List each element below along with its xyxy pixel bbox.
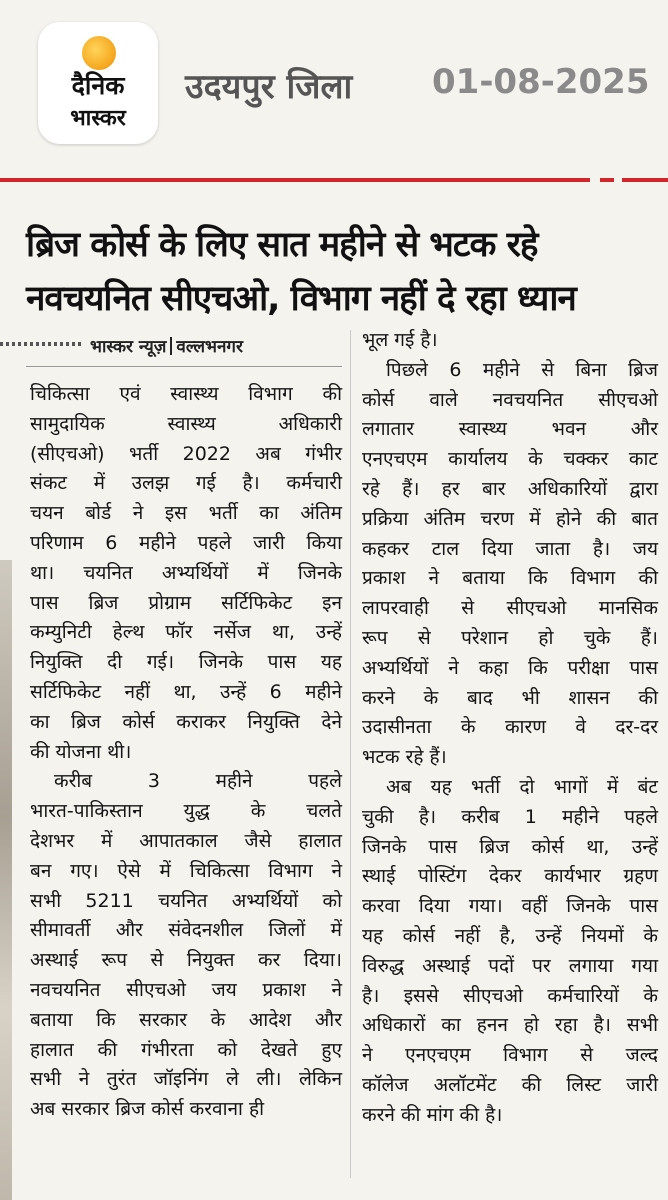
article-line: बन गए। ऐसे में चिकित्सा विभाग ने bbox=[30, 859, 342, 882]
byline bbox=[90, 334, 243, 357]
article-line: विरुद्ध अस्थाई पदों पर लगाया गया bbox=[362, 954, 658, 977]
edition-date: 01-08-2025 bbox=[432, 62, 650, 102]
article-line: स्थाई पोस्टिंग देकर कार्यभार ग्रहण bbox=[362, 865, 658, 888]
article-line: जिनके पास ब्रिज कोर्स था, उन्हें bbox=[362, 835, 658, 858]
article-line: (सीएचओ) भर्ती 2022 अब गंभीर bbox=[30, 442, 342, 465]
article-line: का ब्रिज कोर्स कराकर नियुक्ति देने bbox=[30, 710, 342, 733]
article-line: करने के बाद भी शासन की bbox=[362, 686, 658, 709]
article-line: भूल गई है। bbox=[362, 329, 438, 351]
article-line: अस्थाई रूप से नियुक्त कर दिया। bbox=[30, 949, 342, 972]
headline bbox=[26, 218, 646, 326]
article-line: प्रक्रिया अंतिम चरण में होने की बात bbox=[362, 507, 658, 530]
article-line: देशभर में आपातकाल जैसे हालात bbox=[30, 829, 342, 852]
article-line: अब सरकार ब्रिज कोर्स करवाना ही bbox=[30, 1098, 265, 1121]
article-column-left bbox=[30, 380, 342, 1125]
article-line: करवा दिया गया। वहीं जिनके पास bbox=[362, 895, 658, 918]
byline-place: वल्लभनगर bbox=[176, 337, 243, 357]
header-rule-end bbox=[622, 178, 668, 182]
article-column-right bbox=[362, 326, 658, 1131]
article-line: संकट में उलझ गई है। कर्मचारी bbox=[30, 472, 342, 495]
article-line: कम्युनिटी हेल्थ फॉर नर्सेज था, उन्हें bbox=[30, 621, 342, 644]
article-line: की योजना थी। bbox=[30, 740, 132, 763]
dainik-bhaskar-logo bbox=[38, 22, 158, 144]
article-line: कॉलेज अलॉटमेंट की लिस्ट जारी bbox=[362, 1073, 658, 1096]
byline-separator bbox=[170, 337, 172, 355]
newspaper-header bbox=[0, 0, 668, 190]
column-divider bbox=[350, 330, 351, 1178]
article-line: पास ब्रिज प्रोग्राम सर्टिफिकेट इन bbox=[30, 591, 342, 614]
article-line: करने की मांग की है। bbox=[362, 1103, 503, 1126]
article-line: परिणाम 6 महीने पहले जारी किया bbox=[30, 531, 342, 554]
article-line: प्रकाश ने बताया कि विभाग की bbox=[362, 567, 658, 590]
background-edge bbox=[0, 560, 12, 1200]
article-line: उदासीनता के कारण वे दर-दर bbox=[362, 716, 658, 739]
article-line: लापरवाही से सीएचओ मानसिक bbox=[362, 597, 658, 620]
headline-line1: ब्रिज कोर्स के लिए सात महीने से भटक रहे bbox=[26, 225, 538, 265]
article-line: सभी 5211 चयनित अभ्यर्थियों को bbox=[30, 889, 342, 912]
article-line: भटक रहे हैं। bbox=[362, 746, 447, 769]
article-line: हालात की गंभीरता को देखते हुए bbox=[30, 1038, 342, 1061]
article-line: कहकर टाल दिया जाता है। जय bbox=[362, 537, 658, 560]
article-line: अब यह भर्ती दो भागों में बंट bbox=[386, 775, 658, 798]
headline-line2: नवचयनित सीएचओ, विभाग नहीं दे रहा ध्यान bbox=[26, 279, 576, 319]
article-line: है। इससे सीएचओ कर्मचारियों के bbox=[362, 984, 658, 1007]
article-line: चयन बोर्ड ने इस भर्ती का अंतिम bbox=[30, 502, 342, 525]
article-line: चिकित्सा एवं स्वास्थ्य विभाग की bbox=[30, 383, 342, 405]
article-line: रहे हैं। हर बार अधिकारियों द्वारा bbox=[362, 477, 658, 500]
article-line: अभ्यर्थियों ने कहा कि परीक्षा पास bbox=[362, 656, 658, 679]
article-line: सभी ने तुरंत जॉइनिंग ले ली। लेकिन bbox=[30, 1068, 342, 1091]
article-line: एनएचएम कार्यालय के चक्कर काट bbox=[362, 448, 658, 471]
article-line: यह कोर्स नहीं है, उन्हें नियमों के bbox=[362, 924, 658, 947]
article-line: पिछले 6 महीने से बिना ब्रिज bbox=[386, 358, 658, 381]
article-line: चुकी है। करीब 1 महीने पहले bbox=[362, 805, 658, 828]
article-line: ने एनएचएम विभाग से जल्द bbox=[362, 1044, 658, 1067]
logo-text-line2: भास्कर bbox=[70, 106, 126, 131]
header-rule-dash bbox=[600, 178, 614, 182]
byline-dotted-rule bbox=[0, 342, 84, 346]
article-line: था। चयनित अभ्यर्थियों में जिनके bbox=[30, 561, 342, 584]
article-line: रूप से परेशान हो चुके हैं। bbox=[362, 626, 658, 649]
column-top-rule bbox=[26, 366, 342, 367]
article-line: सर्टिफिकेट नहीं था, उन्हें 6 महीने bbox=[30, 680, 342, 703]
article-line: सामुदायिक स्वास्थ्य अधिकारी bbox=[30, 412, 342, 435]
article-line: करीब 3 महीने पहले bbox=[54, 770, 342, 793]
article-line: अधिकारों का हनन हो रहा है। सभी bbox=[362, 1014, 658, 1037]
sun-icon bbox=[82, 36, 116, 70]
article-line: कोर्स वाले नवचयनित सीएचओ bbox=[362, 388, 658, 411]
article-line: लगातार स्वास्थ्य भवन और bbox=[362, 418, 658, 441]
article-line: भारत-पाकिस्तान युद्ध के चलते bbox=[30, 800, 342, 823]
article-line: बताया कि सरकार के आदेश और bbox=[30, 1008, 342, 1031]
logo-text-line1: दैनिक bbox=[71, 71, 125, 100]
byline-source: भास्कर न्यूज़ bbox=[90, 337, 167, 357]
article-line: नवचयनित सीएचओ जय प्रकाश ने bbox=[30, 978, 342, 1001]
header-rule bbox=[0, 178, 590, 182]
article-line: नियुक्ति दी गई। जिनके पास यह bbox=[30, 651, 342, 674]
article-line: सीमावर्ती और संवेदनशील जिलों में bbox=[30, 919, 342, 942]
district-name: उदयपुर जिला bbox=[185, 67, 353, 107]
